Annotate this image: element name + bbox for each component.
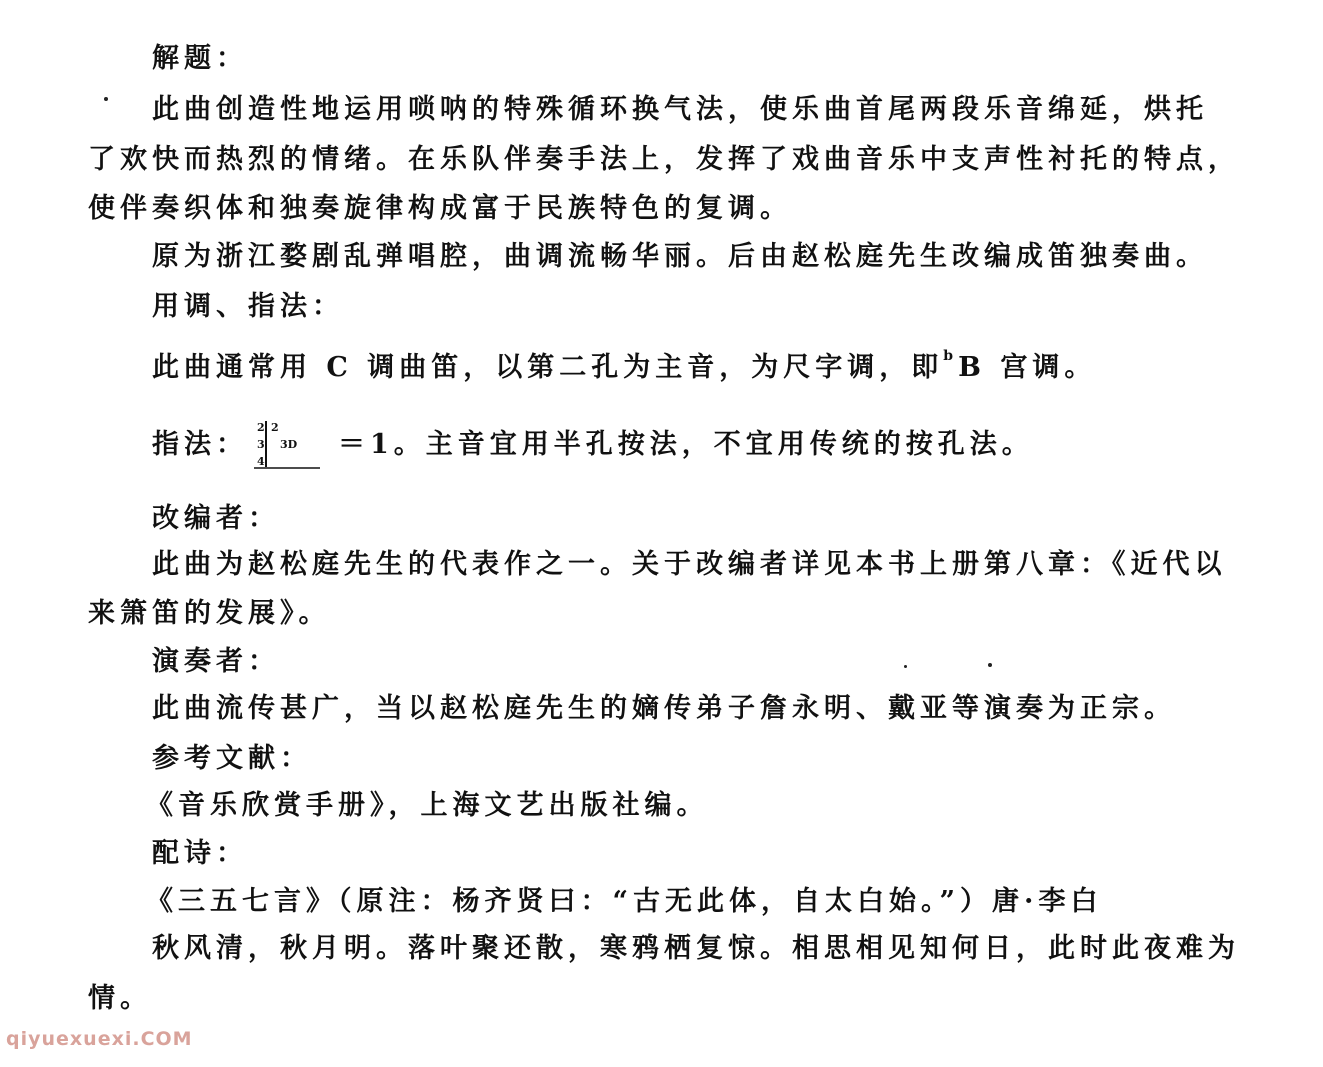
poem-line-1: 秋风清，秋月明。落叶聚还散，寒鸦栖复惊。相思相见知何日，此时此夜难为 [152,933,1240,964]
paragraph-6: 《音乐欣赏手册》，上海文艺出版社编。 [146,790,709,821]
heading-yanzou: 演奏者： [152,646,280,677]
fingering-text: ＝1。主音宜用半孔按法，不宜用传统的按孔法。 [338,429,1034,460]
paragraph-1-line-1: 此曲创造性地运用唢呐的特殊循环换气法，使乐曲首尾两段乐音绵延，烘托 [152,94,1208,125]
paragraph-3-end: B 宫调。 [958,352,1097,383]
fingering-right-top: 2 [271,421,279,434]
scan-speck [904,665,907,668]
heading-jieti: 解题： [152,43,248,74]
fingering-left-num-1: 2 [257,421,265,434]
paragraph-4-line-2: 来箫笛的发展》。 [88,598,331,629]
heading-cankao: 参考文献： [152,743,312,774]
fingering-label: 指法： [152,429,248,460]
paragraph-3-main: 此曲通常用 C 调曲笛，以第二孔为主音，为尺字调，即 [152,352,944,383]
scan-speck [988,663,992,667]
poem-title: 《三五七言》（原注：杨齐贤曰：“古无此体，自太白始。”）唐·李白 [146,886,1103,917]
paragraph-5: 此曲流传甚广，当以赵松庭先生的嫡传弟子詹永明、戴亚等演奏为正宗。 [152,693,1176,724]
paragraph-1-line-3: 使伴奏织体和独奏旋律构成富于民族特色的复调。 [88,193,792,224]
paragraph-3 [152,345,1096,385]
fingering-diagram [254,419,324,471]
poem-line-2: 情。 [88,983,152,1014]
flat-sign: b [943,348,959,364]
heading-peishi: 配诗： [152,838,248,869]
watermark: qiyuexuexi.COM [6,1028,193,1050]
paragraph-2: 原为浙江婺剧乱弹唱腔，曲调流畅华丽。后由赵松庭先生改编成笛独奏曲。 [152,241,1208,272]
fingering-left-num-3: 4 [257,455,265,468]
paragraph-1-line-2: 了欢快而热烈的情绪。在乐队伴奏手法上，发挥了戏曲音乐中支声性衬托的特点， [88,144,1240,175]
heading-yongdiao: 用调、指法： [152,291,344,322]
scan-speck [104,97,108,101]
fingering-right-bottom: 3D [280,438,298,451]
heading-gaibian: 改编者： [152,503,280,534]
paragraph-4-line-1: 此曲为赵松庭先生的代表作之一。关于改编者详见本书上册第八章：《近代以 [152,549,1227,580]
fingering-left-num-2: 3 [257,438,265,451]
